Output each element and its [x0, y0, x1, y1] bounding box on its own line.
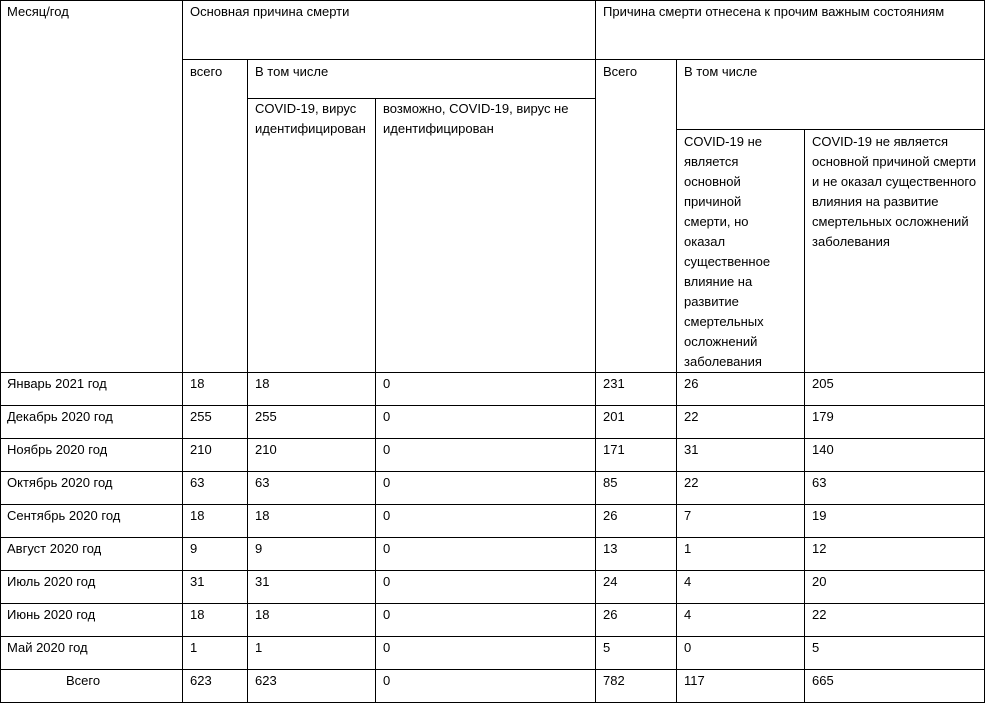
table-row: [1, 505, 985, 538]
header-covid-possible: возможно, COVID-19, вирус не идентифицирован: [376, 99, 596, 373]
cell-covid-influenced: 22: [677, 472, 805, 505]
cell-covid-not-influenced: 205: [805, 373, 985, 406]
table-row: [1, 439, 985, 472]
cell-month: Ноябрь 2020 год: [1, 439, 183, 472]
cell-covid-identified: 9: [248, 538, 376, 571]
cell-primary-total: 31: [183, 571, 248, 604]
cell-month: Май 2020 год: [1, 637, 183, 670]
table-row: [1, 373, 985, 406]
cell-covid-identified: 18: [248, 604, 376, 637]
header-covid-influenced: COVID-19 не является основной причиной смерти, но оказал существенное влияние на развитие смертельных осложнений заболевания: [677, 130, 805, 373]
header-month-year: Месяц/год: [1, 1, 183, 373]
cell-primary-total: 9: [183, 538, 248, 571]
cell-primary-total: 18: [183, 373, 248, 406]
cell-covid-possible: 0: [376, 604, 596, 637]
cell-other-total: 26: [596, 604, 677, 637]
cell-covid-possible: 0: [376, 472, 596, 505]
totals-label: Всего: [1, 670, 183, 703]
header-other-total: Всего: [596, 60, 677, 373]
cell-covid-possible: 0: [376, 439, 596, 472]
table-row: [1, 604, 985, 637]
cell-covid-possible: 0: [376, 637, 596, 670]
cell-covid-influenced: 7: [677, 505, 805, 538]
cell-primary-total: 18: [183, 604, 248, 637]
cell-covid-identified: 210: [248, 439, 376, 472]
cell-covid-not-influenced: 12: [805, 538, 985, 571]
cell-covid-identified: 63: [248, 472, 376, 505]
header-row-1: [1, 1, 985, 60]
cell-covid-identified: 18: [248, 505, 376, 538]
table-row: [1, 472, 985, 505]
cell-covid-not-influenced: 179: [805, 406, 985, 439]
cell-covid-influenced: 26: [677, 373, 805, 406]
header-covid-not-influenced: COVID-19 не является основной причиной смерти и не оказал существенного влияния на развитие смертельных осложнений заболевания: [805, 130, 985, 373]
cell-covid-influenced: 22: [677, 406, 805, 439]
header-other-conditions: Причина смерти отнесена к прочим важным состояниям: [596, 1, 985, 60]
cell-covid-not-influenced: 140: [805, 439, 985, 472]
total-cell-covid-influenced: 117: [677, 670, 805, 703]
cell-covid-identified: 255: [248, 406, 376, 439]
cell-covid-not-influenced: 19: [805, 505, 985, 538]
total-cell-other-total: 782: [596, 670, 677, 703]
cell-covid-identified: 1: [248, 637, 376, 670]
cell-covid-influenced: 4: [677, 604, 805, 637]
cell-covid-not-influenced: 5: [805, 637, 985, 670]
cell-primary-total: 210: [183, 439, 248, 472]
cell-covid-influenced: 31: [677, 439, 805, 472]
total-cell-covid-not-influenced: 665: [805, 670, 985, 703]
cell-covid-possible: 0: [376, 571, 596, 604]
header-primary-cause: Основная причина смерти: [183, 1, 596, 60]
table-row: [1, 406, 985, 439]
cell-covid-possible: 0: [376, 505, 596, 538]
cell-covid-influenced: 1: [677, 538, 805, 571]
total-cell-primary-total: 623: [183, 670, 248, 703]
cell-primary-total: 18: [183, 505, 248, 538]
cell-covid-not-influenced: 63: [805, 472, 985, 505]
cell-month: Январь 2021 год: [1, 373, 183, 406]
cell-other-total: 24: [596, 571, 677, 604]
cell-other-total: 26: [596, 505, 677, 538]
cell-month: Август 2020 год: [1, 538, 183, 571]
header-other-including: В том числе: [677, 60, 985, 130]
header-covid-identified: COVID-19, вирус идентифицирован: [248, 99, 376, 373]
cell-primary-total: 255: [183, 406, 248, 439]
cell-primary-total: 1: [183, 637, 248, 670]
table-row: [1, 571, 985, 604]
cell-month: Июнь 2020 год: [1, 604, 183, 637]
header-primary-total: всего: [183, 60, 248, 373]
cell-covid-influenced: 4: [677, 571, 805, 604]
total-cell-covid-possible: 0: [376, 670, 596, 703]
table-row: [1, 538, 985, 571]
cell-other-total: 13: [596, 538, 677, 571]
cell-covid-influenced: 0: [677, 637, 805, 670]
cell-covid-possible: 0: [376, 406, 596, 439]
cell-primary-total: 63: [183, 472, 248, 505]
cell-month: Декабрь 2020 год: [1, 406, 183, 439]
cell-covid-not-influenced: 22: [805, 604, 985, 637]
cell-other-total: 201: [596, 406, 677, 439]
totals-row: [1, 670, 985, 703]
cell-covid-possible: 0: [376, 538, 596, 571]
table-row: [1, 637, 985, 670]
cell-covid-identified: 18: [248, 373, 376, 406]
header-primary-including: В том числе: [248, 60, 596, 99]
cell-covid-identified: 31: [248, 571, 376, 604]
total-cell-covid-identified: 623: [248, 670, 376, 703]
cell-month: Сентябрь 2020 год: [1, 505, 183, 538]
cell-covid-possible: 0: [376, 373, 596, 406]
cell-month: Октябрь 2020 год: [1, 472, 183, 505]
cell-other-total: 85: [596, 472, 677, 505]
cell-other-total: 231: [596, 373, 677, 406]
cell-month: Июль 2020 год: [1, 571, 183, 604]
cell-covid-not-influenced: 20: [805, 571, 985, 604]
cell-other-total: 171: [596, 439, 677, 472]
cell-other-total: 5: [596, 637, 677, 670]
